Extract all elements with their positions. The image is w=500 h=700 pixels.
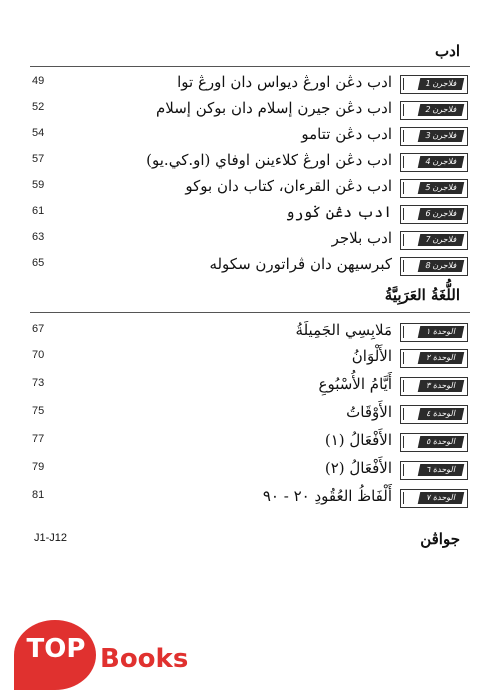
lesson-badge: فلاجرن 1 xyxy=(400,75,468,94)
toc-entry[interactable] xyxy=(30,320,470,344)
topbooks-logo xyxy=(14,616,194,694)
entry-title: مَلابِسِي الجَمِيلَةُ xyxy=(295,321,392,339)
unit-badge: الوحدة ٧ xyxy=(400,489,468,508)
entry-title: الأَلْوَانُ xyxy=(351,347,392,365)
entry-title: الأَفْعَالُ (٢) xyxy=(324,459,392,477)
lesson-badge: فلاجرن 3 xyxy=(400,127,468,146)
page-number: 75 xyxy=(32,405,45,417)
section-rule xyxy=(30,66,470,67)
entry-title: ادب دڠن تتامو xyxy=(301,125,392,143)
entry-title: ادب بلاجر xyxy=(331,229,392,247)
toc-entry[interactable] xyxy=(30,202,470,226)
toc-entry[interactable] xyxy=(30,176,470,200)
entry-title: الأَفْعَالُ (١) xyxy=(324,431,392,449)
lesson-badge: فلاجرن 2 xyxy=(400,101,468,120)
lesson-badge: فلاجرن 6 xyxy=(400,205,468,224)
toc-entry[interactable] xyxy=(30,346,470,370)
entry-title: ادب دڠن اورڠ ديواس دان اورڠ توا xyxy=(177,73,392,91)
page-number: 70 xyxy=(32,349,45,361)
page-number: 63 xyxy=(32,231,45,243)
appendix-pages: J1-J12 xyxy=(34,532,68,544)
section-title-adab: ادب xyxy=(435,42,460,60)
page-number: 49 xyxy=(32,75,45,87)
logo-top-text: TOP xyxy=(26,634,86,664)
entry-title: أَيَّامُ الأُسْبُوعِ xyxy=(318,375,392,393)
page-number: 57 xyxy=(32,153,45,165)
lesson-badge: فلاجرن 4 xyxy=(400,153,468,172)
unit-badge: الوحدة ٦ xyxy=(400,461,468,480)
entry-title: ادب دڠن ݢورو xyxy=(285,203,392,221)
section-rule xyxy=(30,312,470,313)
lesson-badge: فلاجرن 5 xyxy=(400,179,468,198)
entry-title: ادب دڠن جيرن إسلام دان بوكن إسلام xyxy=(155,99,392,117)
entry-title: ادب دڠن اورڠ كلاءينن اوفاي (او.كي.يو) xyxy=(146,151,392,169)
toc-entry[interactable] xyxy=(30,374,470,398)
page-number: 65 xyxy=(32,257,45,269)
unit-badge: الوحدة ٥ xyxy=(400,433,468,452)
page-number: 77 xyxy=(32,433,45,445)
toc-entry[interactable] xyxy=(30,228,470,252)
toc-entry[interactable] xyxy=(30,486,470,510)
toc-entry[interactable] xyxy=(30,402,470,426)
entry-title: الأَوْقَاتُ xyxy=(346,403,392,421)
appendix-title[interactable]: جواڤن xyxy=(420,530,460,548)
toc-entry[interactable] xyxy=(30,458,470,482)
page-number: 73 xyxy=(32,377,45,389)
unit-badge: الوحدة ٣ xyxy=(400,377,468,396)
toc-entry[interactable] xyxy=(30,124,470,148)
page-number: 54 xyxy=(32,127,45,139)
unit-badge: الوحدة ١ xyxy=(400,323,468,342)
unit-badge: الوحدة ٤ xyxy=(400,405,468,424)
toc-entry[interactable] xyxy=(30,430,470,454)
page-number: 79 xyxy=(32,461,45,473)
page-number: 59 xyxy=(32,179,45,191)
section-title-arabic: اللُّغَةُ العَرَبِيَّةُ xyxy=(384,286,460,304)
lesson-badge: فلاجرن 8 xyxy=(400,257,468,276)
entry-title: كبرسيهن دان ڤراتورن سكوله xyxy=(209,255,392,273)
toc-entry[interactable] xyxy=(30,72,470,96)
toc-entry[interactable] xyxy=(30,254,470,278)
page-number: 52 xyxy=(32,101,45,113)
entry-title: أَلْفَاظُ العُقُودِ ٢٠ - ٩٠ xyxy=(262,487,392,505)
toc-entry[interactable] xyxy=(30,150,470,174)
entry-title: ادب دڠن القرءان، كتاب دان بوكو xyxy=(185,177,392,195)
toc-entry[interactable] xyxy=(30,98,470,122)
unit-badge: الوحدة ٢ xyxy=(400,349,468,368)
lesson-badge: فلاجرن 7 xyxy=(400,231,468,250)
page-number: 81 xyxy=(32,489,45,501)
logo-books-text: Books xyxy=(100,644,189,674)
page-number: 67 xyxy=(32,323,45,335)
page-number: 61 xyxy=(32,205,45,217)
